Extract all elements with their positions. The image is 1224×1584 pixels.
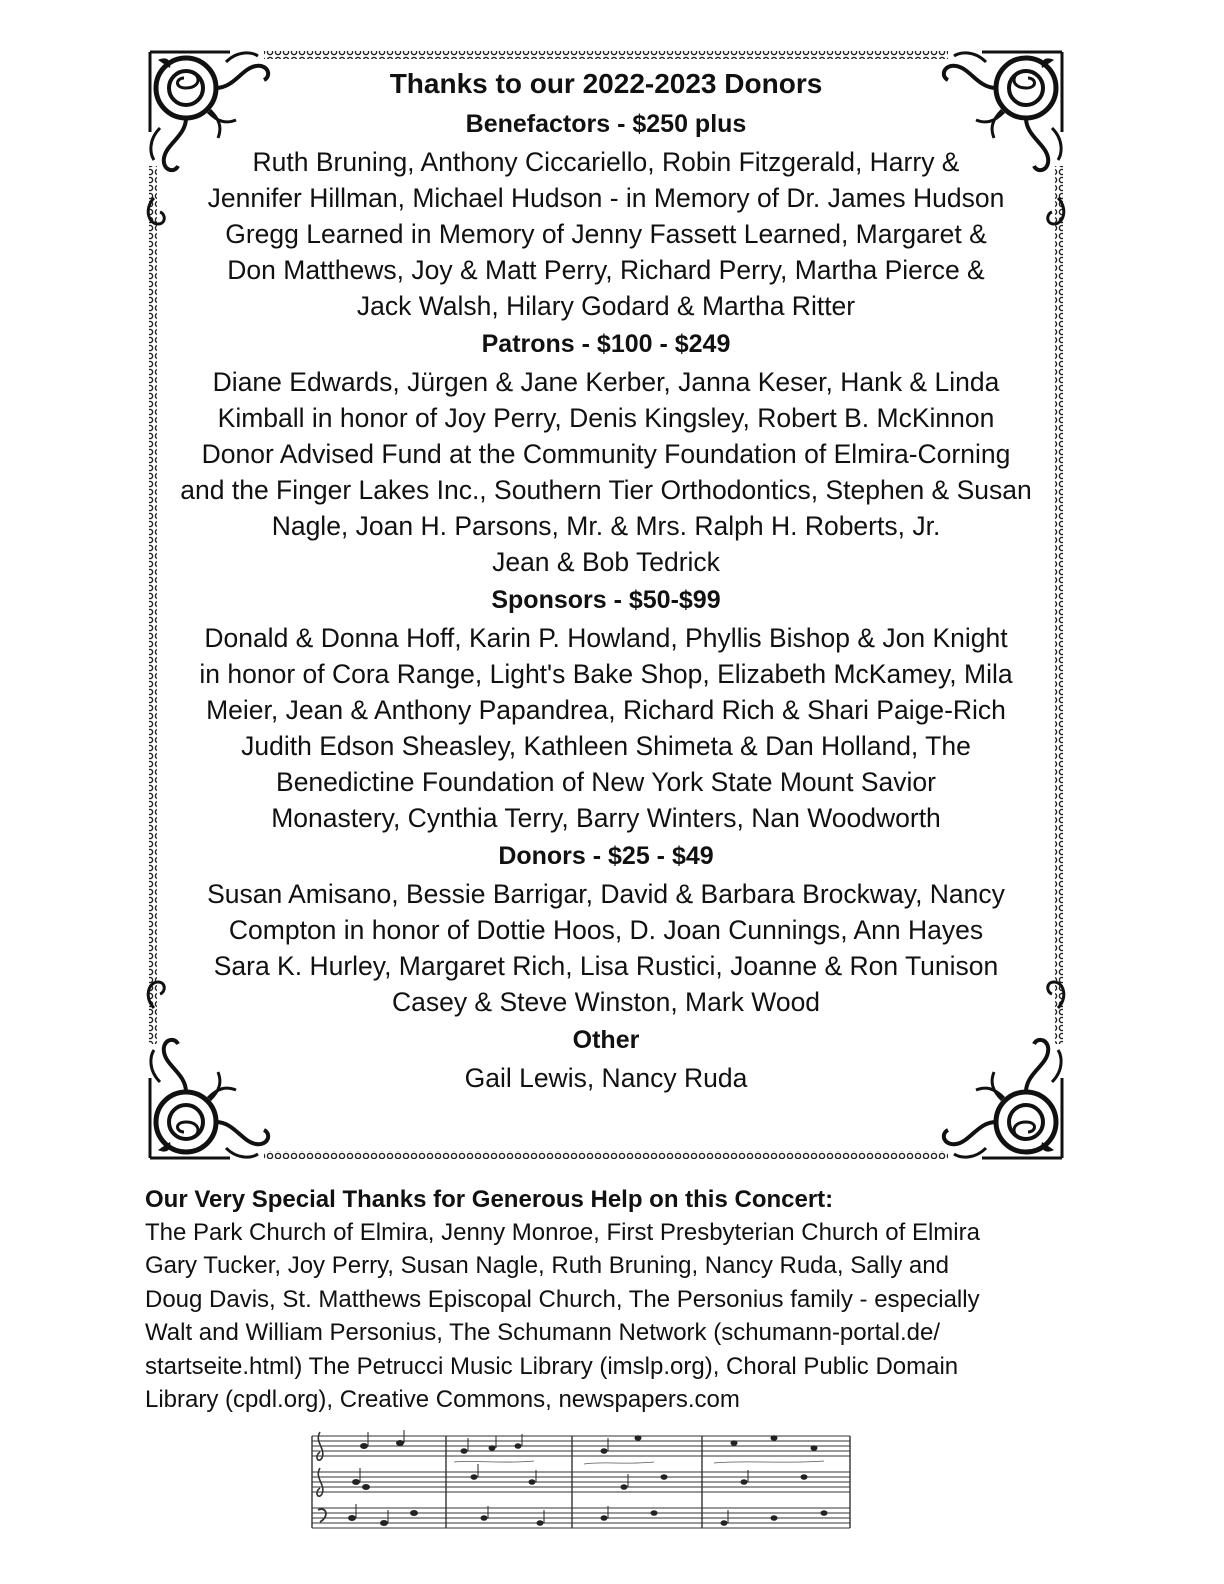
tier-benefactors xyxy=(160,108,1052,324)
tier-donors xyxy=(160,840,1052,1020)
tier-names: Ruth Bruning, Anthony Ciccariello, Robin Fitzgerald, Harry & Jennifer Hillman, Michael Hudson - in Memory of Dr. James Hudson Gregg Learned in Memory of Jenny Fassett Learned, Margaret & Don Matthews, Joy & Matt Perry, Richard Perry, Martha Pierce & Jack Walsh, Hilary Godard & Martha Ritter xyxy=(207,147,1005,321)
donor-list xyxy=(160,66,1052,1100)
tier-heading: Donors - $25 - $49 xyxy=(498,842,714,870)
special-thanks-heading: Our Very Special Thanks for Generous Help on this Concert: xyxy=(145,1186,834,1213)
tier-heading: Sponsors - $50-$99 xyxy=(491,586,721,614)
tier-heading: Patrons - $100 - $249 xyxy=(481,330,731,358)
tier-names: Diane Edwards, Jürgen & Jane Kerber, Janna Keser, Hank & Linda Kimball in honor of Joy Perry, Denis Kingsley, Robert B. McKinnon Donor Advised Fund at the Community Foundation of Elmira-Corning and the Finger Lakes Inc., Southern Tier Orthodontics, Stephen & Susan Nagle, Joan H. Parsons, Mr. & Mrs. Ralph H. Roberts, Jr. Jean & Bob Tedrick xyxy=(180,367,1032,577)
special-thanks-text: The Park Church of Elmira, Jenny Monroe, First Presbyterian Church of Elmira Gary Tucker, Joy Perry, Susan Nagle, Ruth Bruning, Nancy Ruda, Sally and Doug Davis, St. Matthews Episcopal Church, The Personius family - especially Walt and William Personius, The Schumann Network (schumann-portal.de/ startseite.html) The Petrucci Music Library (imslp.org), Choral Public Domain Library (cpdl.org), Creative Commons, newspapers.com xyxy=(145,1219,980,1414)
tier-names: Susan Amisano, Bessie Barrigar, David & Barbara Brockway, Nancy Compton in honor of Dottie Hoos, D. Joan Cunnings, Ann Hayes Sara K. Hurley, Margaret Rich, Lisa Rustici, Joanne & Ron Tunison Casey & Steve Winston, Mark Wood xyxy=(207,879,1005,1017)
special-thanks xyxy=(145,1184,1075,1416)
tier-names: Donald & Donna Hoff, Karin P. Howland, Phyllis Bishop & Jon Knight in honor of Cora Range, Light's Bake Shop, Elizabeth McKamey, Mila Meier, Jean & Anthony Papandrea, Richard Rich & Shari Paige-Rich Judith Edson Sheasley, Kathleen Shimeta & Dan Holland, The Benedictine Foundation of New York State Mount Savior Monastery, Cynthia Terry, Barry Winters, Nan Woodworth xyxy=(199,623,1013,833)
tier-patrons xyxy=(160,328,1052,580)
tier-heading: Benefactors - $250 plus xyxy=(465,110,747,138)
tier-heading: Other xyxy=(572,1026,640,1054)
tier-sponsors xyxy=(160,584,1052,836)
tier-other xyxy=(160,1024,1052,1096)
page-title: Thanks to our 2022-2023 Donors xyxy=(389,68,823,99)
tier-names: Gail Lewis, Nancy Ruda xyxy=(464,1063,748,1093)
music-manuscript-icon xyxy=(304,1430,854,1536)
